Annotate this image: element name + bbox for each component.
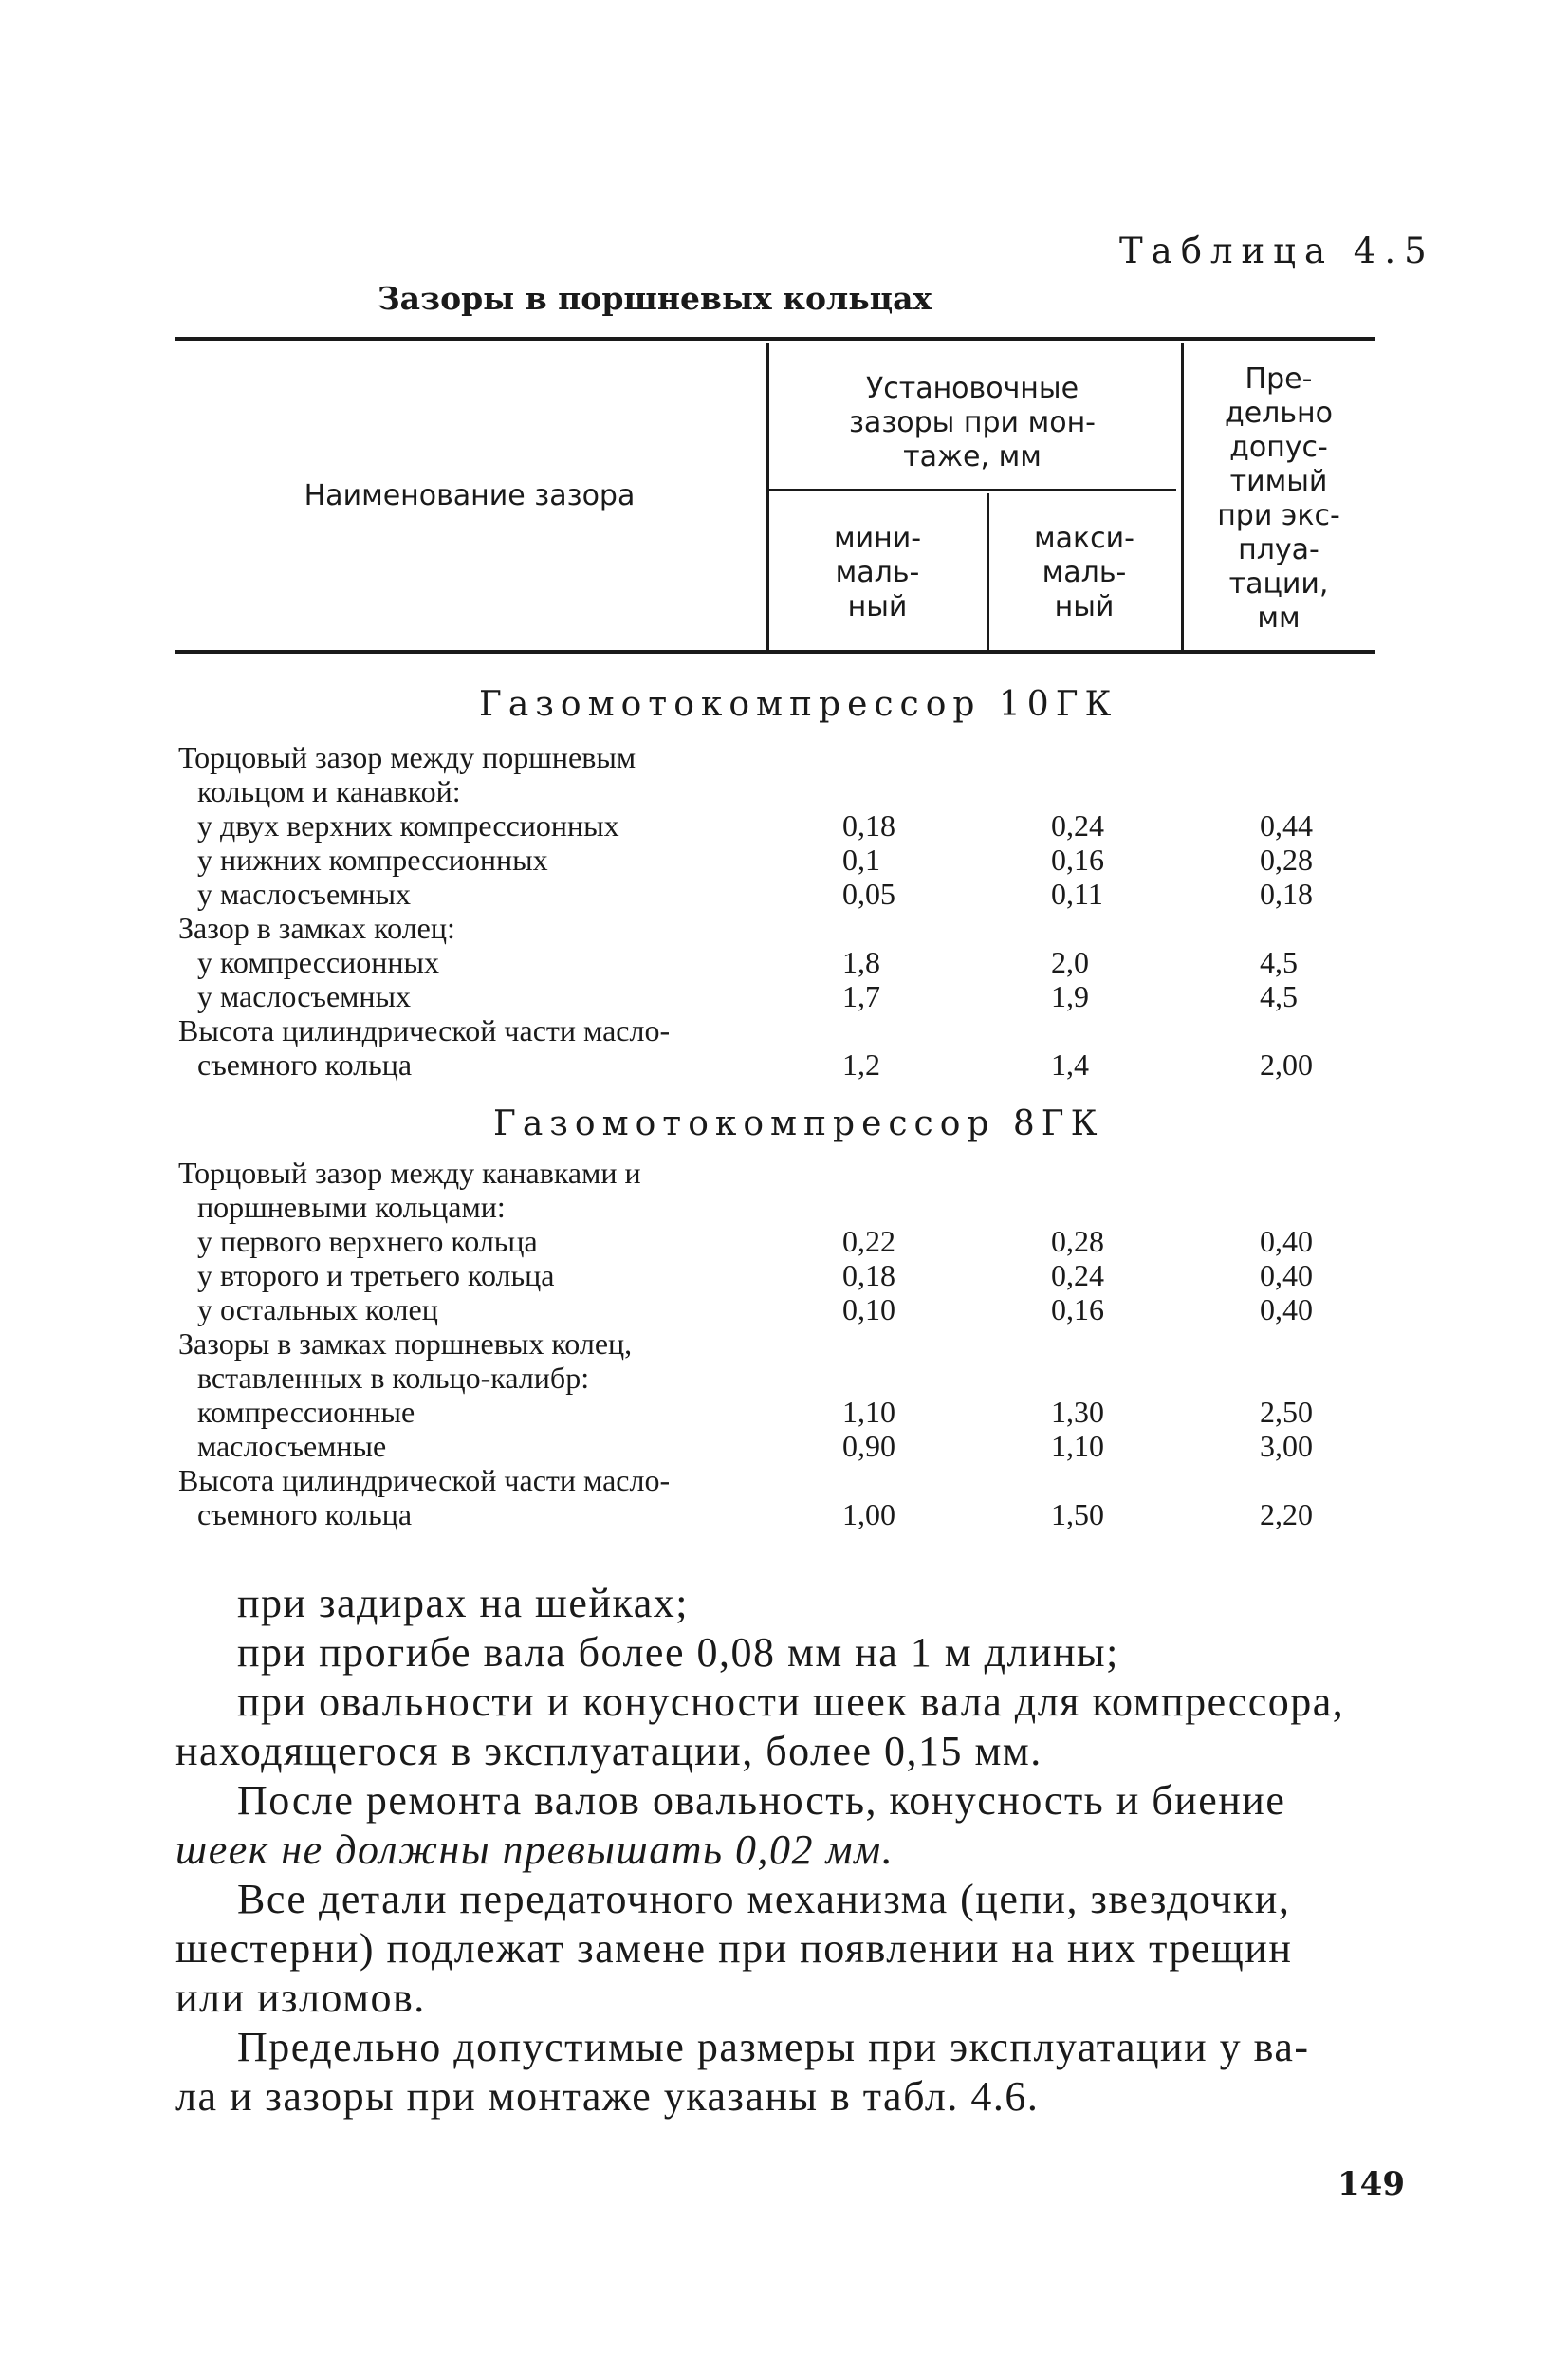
table-caption: Зазоры в поршневых кольцах — [377, 280, 932, 317]
row-max: 0,16 — [1051, 843, 1104, 877]
row-min: 0,18 — [842, 1258, 895, 1292]
row-limit: 2,50 — [1260, 1395, 1313, 1429]
row-min: 1,7 — [842, 979, 880, 1013]
header-limit-line: при экс- — [1217, 499, 1340, 532]
row-min: 1,10 — [842, 1395, 895, 1429]
row-name: Зазоры в замках поршневых колец, — [178, 1326, 633, 1361]
header-install-line: Установочные — [865, 372, 1079, 405]
row-name: у компрессионных — [197, 945, 439, 979]
paragraph-line: находящегося в эксплуатации, более 0,15 мм. — [175, 1728, 1042, 1774]
section-title-8gk: Газомотокомпрессор 8ГК — [493, 1104, 1104, 1143]
row-max: 2,0 — [1051, 945, 1089, 979]
row-max: 0,16 — [1051, 1292, 1104, 1326]
header-min-line: маль- — [835, 556, 920, 589]
row-name: вставленных в кольцо-калибр: — [197, 1361, 590, 1395]
row-min: 0,22 — [842, 1224, 895, 1258]
install-subrule — [768, 489, 1176, 491]
header-install-line: зазоры при мон- — [848, 406, 1097, 439]
header-limit-line: плуа- — [1238, 533, 1319, 566]
row-min: 0,90 — [842, 1429, 895, 1463]
row-max: 0,11 — [1051, 877, 1103, 911]
row-name: поршневыми кольцами: — [197, 1190, 506, 1224]
row-min: 0,05 — [842, 877, 895, 911]
row-max: 1,10 — [1051, 1429, 1104, 1463]
row-limit: 0,28 — [1260, 843, 1313, 877]
header-limit-line: мм — [1257, 602, 1301, 635]
row-limit: 4,5 — [1260, 979, 1298, 1013]
table-row — [178, 1047, 1393, 1082]
table-row — [178, 808, 1393, 843]
row-limit: 0,44 — [1260, 808, 1313, 843]
row-max: 1,50 — [1051, 1497, 1104, 1531]
row-limit: 0,40 — [1260, 1292, 1313, 1326]
table-row — [178, 1361, 1393, 1395]
section-rows-10gk — [178, 740, 1393, 1082]
row-name: Высота цилиндрической части масло- — [178, 1463, 671, 1497]
paragraph-line: Все детали передаточного механизма (цепи, звездочки, — [237, 1876, 1291, 1922]
table-row — [178, 911, 1393, 945]
paragraph-line: ла и зазоры при монтаже указаны в табл. 4.6. — [175, 2073, 1040, 2120]
row-name: у нижних компрессионных — [197, 843, 548, 877]
table-row — [178, 979, 1393, 1013]
row-max: 0,24 — [1051, 808, 1104, 843]
header-limit-col — [1184, 362, 1374, 636]
row-min: 0,10 — [842, 1292, 895, 1326]
header-min-line: ный — [847, 590, 908, 623]
row-limit: 0,40 — [1260, 1258, 1313, 1292]
row-min: 1,00 — [842, 1497, 895, 1531]
row-name: кольцом и канавкой: — [197, 774, 461, 808]
row-name: Высота цилиндрической части масло- — [178, 1013, 671, 1047]
table-row — [178, 1463, 1393, 1497]
table-row — [178, 774, 1393, 808]
paragraph-line: Предельно допустимые размеры при эксплуатации у ва- — [237, 2024, 1310, 2070]
header-limit-line: Пре- — [1245, 362, 1313, 396]
row-name: маслосъемные — [197, 1429, 387, 1463]
row-name: у двух верхних компрессионных — [197, 808, 619, 843]
header-max-line: ный — [1054, 590, 1115, 623]
paragraph-line: или изломов. — [175, 1974, 426, 2021]
row-limit: 0,18 — [1260, 877, 1313, 911]
header-limit-line: тации, — [1228, 567, 1329, 601]
row-name: компрессионные — [197, 1395, 415, 1429]
paragraph-line: шеек не должны превышать 0,02 мм. — [175, 1826, 895, 1873]
row-name: съемного кольца — [197, 1047, 413, 1082]
header-name-col — [175, 479, 764, 513]
paragraph-line: при прогибе вала более 0,08 мм на 1 м длины; — [237, 1629, 1119, 1676]
table-row — [178, 1395, 1393, 1429]
row-name: у маслосъемных — [197, 979, 412, 1013]
header-max-line: макси- — [1034, 522, 1134, 555]
row-max: 0,28 — [1051, 1224, 1104, 1258]
row-name: Торцовый зазор между канавками и — [178, 1156, 641, 1190]
header-limit-line: допус- — [1229, 431, 1328, 464]
section-rows-8gk — [178, 1156, 1393, 1531]
header-max-line: маль- — [1042, 556, 1127, 589]
row-name: у первого верхнего кольца — [197, 1224, 538, 1258]
header-name-text: Наименование зазора — [304, 479, 636, 512]
table-row — [178, 1224, 1393, 1258]
table-row — [178, 1190, 1393, 1224]
table-row — [178, 1326, 1393, 1361]
row-min: 0,1 — [842, 843, 880, 877]
row-name: у маслосъемных — [197, 877, 412, 911]
header-limit-line: дельно — [1224, 397, 1334, 430]
table-row — [178, 945, 1393, 979]
header-limit-line: тимый — [1229, 465, 1328, 498]
header-min-line: мини- — [833, 522, 922, 555]
table-row — [178, 877, 1393, 911]
header-install-group — [768, 372, 1176, 474]
row-name: у второго и третьего кольца — [197, 1258, 555, 1292]
row-name: у остальных колец — [197, 1292, 438, 1326]
table-row — [178, 1156, 1393, 1190]
page-number: 149 — [1337, 2165, 1405, 2203]
table-row — [178, 843, 1393, 877]
table-row — [178, 1013, 1393, 1047]
paragraph-line: После ремонта валов овальность, конусность и биение — [237, 1777, 1286, 1824]
table-row — [178, 1497, 1393, 1531]
header-bottom-rule — [175, 650, 1375, 654]
paragraph-line: шестерни) подлежат замене при появлении на них трещин — [175, 1925, 1293, 1972]
row-limit: 4,5 — [1260, 945, 1298, 979]
paragraph-line: при задирах на шейках; — [237, 1580, 689, 1626]
header-min-col — [768, 522, 987, 624]
row-limit: 2,20 — [1260, 1497, 1313, 1531]
row-min: 1,8 — [842, 945, 880, 979]
section-title-10gk: Газомотокомпрессор 10ГК — [479, 685, 1118, 724]
row-min: 1,2 — [842, 1047, 880, 1082]
row-max: 0,24 — [1051, 1258, 1104, 1292]
table-row — [178, 1429, 1393, 1463]
table-row — [178, 1292, 1393, 1326]
row-limit: 3,00 — [1260, 1429, 1313, 1463]
row-max: 1,4 — [1051, 1047, 1089, 1082]
header-max-col — [989, 522, 1179, 624]
header-install-line: таже, мм — [903, 440, 1042, 473]
paragraph-line: при овальности и конусности шеек вала для компрессора, — [237, 1678, 1345, 1725]
row-name: съемного кольца — [197, 1497, 413, 1531]
table-row — [178, 1258, 1393, 1292]
row-name: Зазор в замках колец: — [178, 911, 455, 945]
row-min: 0,18 — [842, 808, 895, 843]
table-row — [178, 740, 1393, 774]
row-limit: 0,40 — [1260, 1224, 1313, 1258]
row-max: 1,9 — [1051, 979, 1089, 1013]
table-top-rule — [175, 337, 1375, 341]
row-name: Торцовый зазор между поршневым — [178, 740, 636, 774]
row-max: 1,30 — [1051, 1395, 1104, 1429]
table-number: Таблица 4.5 — [1119, 231, 1435, 271]
row-limit: 2,00 — [1260, 1047, 1313, 1082]
